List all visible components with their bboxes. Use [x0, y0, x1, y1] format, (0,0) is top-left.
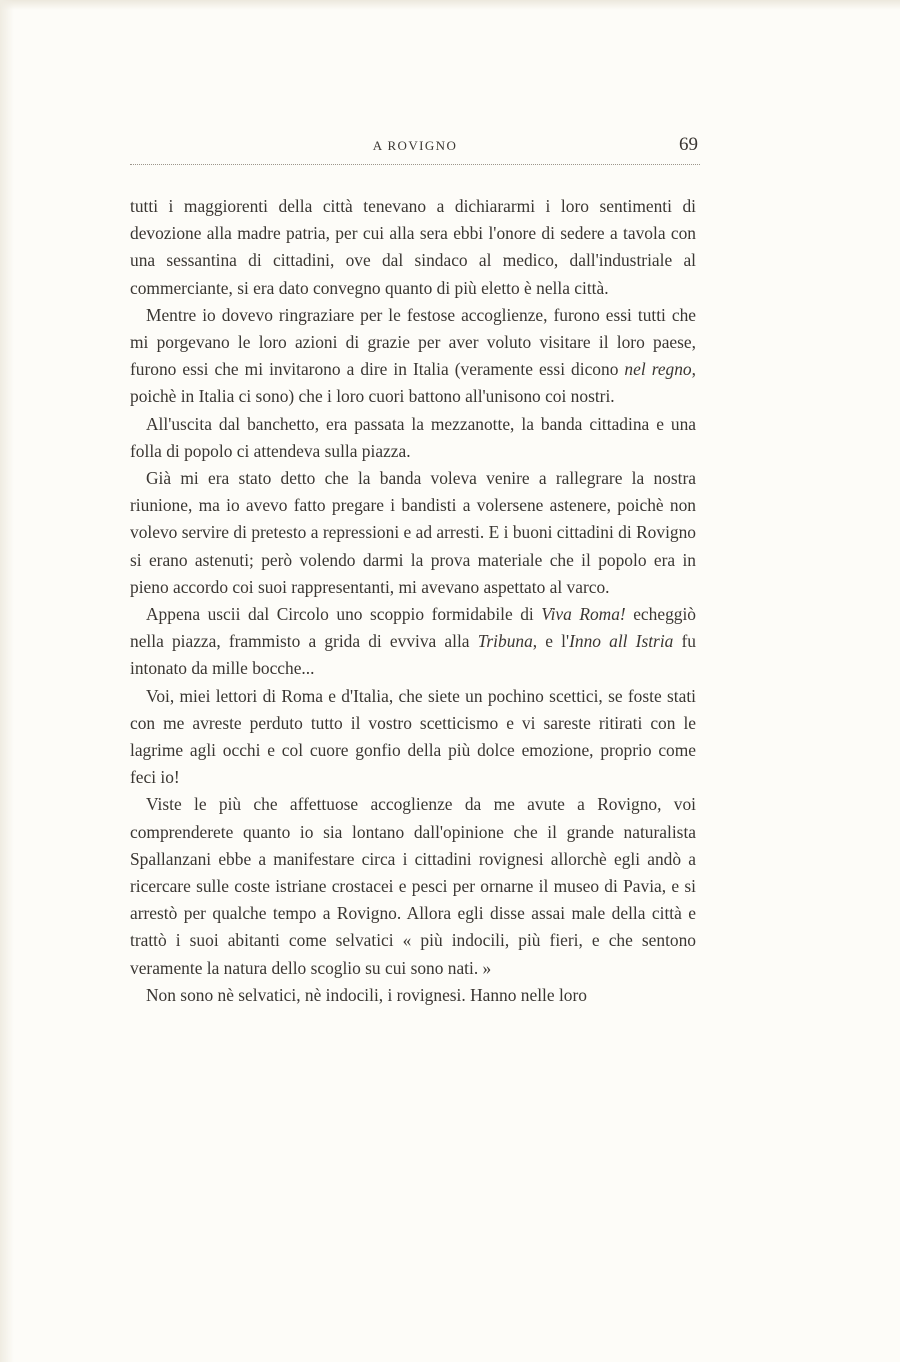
paragraph-text: Già mi era stato detto che la banda voleva venire a rallegrare la nostra riunione, ma io avevo fatto pregare i bandisti a volersene astenere, poichè non volevo servire di pretesto a repressioni e ad arresti. E i buoni cittadini di Rovigno si erano astenuti; però volendo darmi la prova materiale che il popolo era in pieno accordo coi suoi rappresentanti, mi avevano aspettato al varco. — [130, 468, 696, 597]
italic-phrase: nel regno — [624, 359, 692, 380]
page-number: 69 — [679, 134, 698, 155]
italic-phrase: Tribuna — [477, 631, 533, 652]
paragraph-text: Viste le più che affettuose accoglienze da me avute a Rovigno, voi comprenderete quanto io sia lontano dall'opinione che il grande naturalista Spallanzani ebbe a manifestare circa i cittadini rovignesi allorchè egli andò a ricercare sulle coste istriane crostacei e pesci per ornarne il museo di Pavia, e si arrestò per qualche tempo a Rovigno. Allora egli disse assai male della città e trattò i suoi abitanti come selvatici « più indocili, più fieri, e che sentono veramente la natura dello scoglio su cui sono nati. » — [130, 794, 696, 978]
header-dotted-rule — [130, 164, 700, 165]
italic-phrase: Viva Roma! — [541, 604, 626, 625]
paragraph — [130, 791, 696, 981]
italic-phrase: Inno all Istria — [569, 631, 674, 652]
paragraph — [130, 465, 696, 601]
paragraph — [130, 411, 696, 465]
paragraph-text: echeggiò nella piazza, frammisto a grida di evviva alla — [130, 604, 696, 652]
paragraph-text: , poichè in Italia ci sono) che i loro cuori battono all'unisono coi nostri. — [130, 359, 696, 407]
paragraph — [130, 683, 696, 792]
paragraph-text: tutti i maggiorenti della città tenevano a dichiararmi i loro sentimenti di devozione alla madre patria, per cui alla sera ebbi l'onore di sedere a tavola con una sessantina di cittadini, ove dal sindaco al medico, dall'industriale al commerciante, si era dato convegno quanto di più eletto è nella città. — [130, 196, 696, 298]
paragraph-text: Mentre io dovevo ringraziare per le festose accoglienze, furono essi tutti che mi porgevano le loro azioni di grazie per aver voluto visitare il loro paese, furono essi che mi invitarono a dire in Italia (veramente essi dicono — [130, 304, 696, 380]
paragraph — [130, 302, 696, 411]
paragraph-text: Voi, miei lettori di Roma e d'Italia, che siete un pochino scettici, se foste stati con me avreste perduto tutto il vostro scetticismo e vi sareste ritirati con le lagrime agli occhi e col cuore gonfio della più dolce emozione, proprio come feci io! — [130, 685, 696, 788]
page-gutter-shadow — [0, 0, 14, 1362]
page-header — [130, 130, 700, 166]
page-top-shadow — [0, 0, 900, 10]
paragraph — [130, 193, 696, 302]
paragraph-text: Appena uscii dal Circolo uno scoppio formidabile di — [146, 604, 542, 625]
paragraph-text: All'uscita dal banchetto, era passata la mezzanotte, la banda cittadina e una folla di popolo ci attendeva sulla piazza. — [130, 413, 696, 461]
running-head: A ROVIGNO — [372, 138, 458, 153]
paragraph — [130, 982, 696, 1009]
paragraph-text: Non sono nè selvatici, nè indocili, i rovignesi. Hanno nelle loro — [146, 984, 587, 1005]
paragraph — [130, 601, 696, 683]
paragraph-text: , e l' — [532, 631, 570, 652]
paragraph-text: fu intonato da mille bocche... — [130, 631, 696, 679]
body-text — [130, 193, 696, 1009]
